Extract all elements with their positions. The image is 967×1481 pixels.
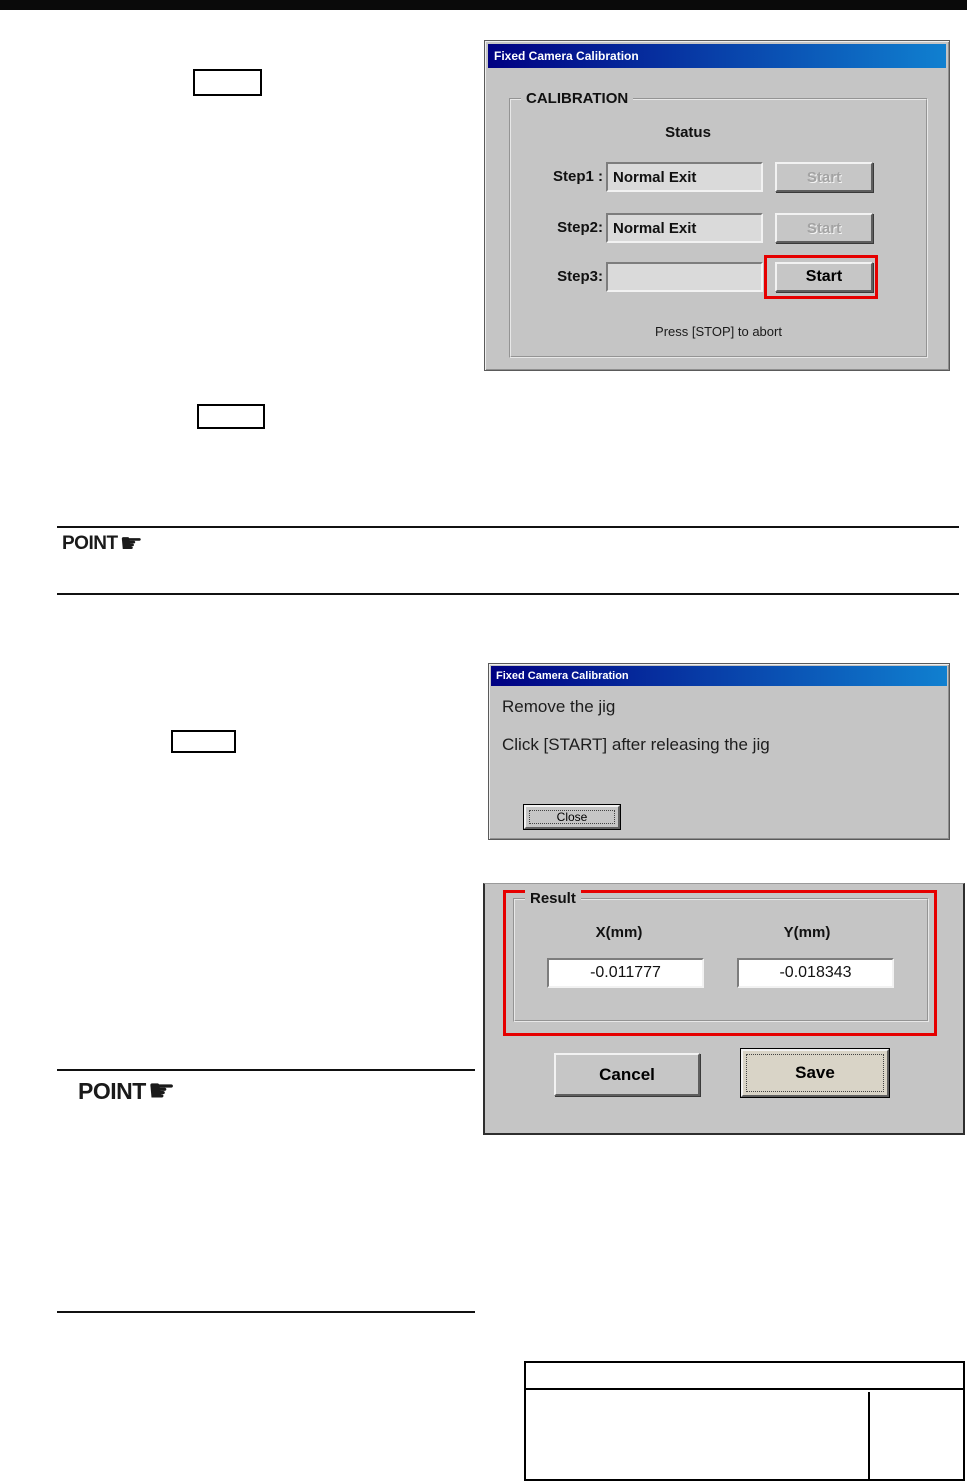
step3-start-button[interactable]	[775, 262, 873, 292]
result-group-label: Result	[525, 890, 581, 907]
status-heading: Status	[665, 124, 711, 141]
step3-status-field[interactable]	[606, 262, 763, 292]
x-value-field[interactable]	[547, 958, 704, 988]
point2-label: POINT	[78, 1078, 146, 1104]
step2-status-field[interactable]	[606, 213, 763, 243]
step2-start-label: Start	[806, 219, 842, 237]
step1-start-label: Start	[806, 168, 842, 186]
calibration-footer-note: Press [STOP] to abort	[655, 324, 782, 339]
save-button-label: Save	[795, 1063, 835, 1082]
jig-dialog-titlebar	[491, 666, 947, 686]
bottom-table	[524, 1361, 965, 1481]
page-top-rule	[0, 0, 967, 10]
step3-label: Step3:	[557, 268, 603, 285]
step1-start-button[interactable]	[775, 162, 873, 192]
step3-start-label: Start	[805, 268, 843, 285]
step2-status-value: Normal Exit	[613, 219, 697, 237]
point-note-2	[78, 1073, 176, 1109]
step2-start-button[interactable]	[775, 213, 873, 243]
bottom-table-column-divider	[868, 1392, 870, 1479]
cancel-button[interactable]	[554, 1053, 700, 1096]
save-button[interactable]	[741, 1049, 889, 1097]
empty-reference-box-1	[193, 69, 262, 96]
empty-reference-box-2	[197, 404, 265, 429]
point1-bottom-rule	[57, 593, 959, 595]
bottom-table-header-row	[526, 1363, 963, 1390]
step2-label: Step2:	[557, 219, 603, 236]
jig-message-line2: Click [START] after releasing the jig	[502, 735, 770, 754]
calibration-groupbox	[509, 90, 928, 358]
close-button[interactable]	[524, 805, 620, 829]
empty-reference-box-3	[171, 730, 236, 753]
cancel-button-label: Cancel	[599, 1064, 655, 1084]
x-column-label: X(mm)	[595, 924, 643, 941]
jig-message-line1: Remove the jig	[502, 697, 616, 716]
jig-dialog-title: Fixed Camera Calibration	[496, 670, 629, 682]
y-column-label: Y(mm)	[783, 924, 831, 941]
y-value-field[interactable]	[737, 958, 894, 988]
step1-label: Step1 :	[552, 168, 603, 185]
calibration-dialog-title: Fixed Camera Calibration	[494, 49, 639, 63]
pointing-hand-icon: ☛	[119, 529, 143, 559]
close-button-label: Close	[556, 810, 588, 824]
calibration-dialog-window	[484, 40, 950, 371]
point1-label: POINT	[62, 533, 118, 554]
step1-status-field[interactable]	[606, 162, 763, 192]
point1-top-rule	[57, 526, 959, 528]
step1-status-value: Normal Exit	[613, 168, 697, 186]
calibration-group-label: CALIBRATION	[521, 90, 633, 107]
pointing-hand-icon: ☛	[147, 1073, 176, 1109]
section-bottom-rule	[57, 1311, 475, 1313]
result-panel	[483, 883, 965, 1135]
calibration-dialog-titlebar	[488, 44, 946, 68]
point2-top-rule	[57, 1069, 475, 1071]
x-value: -0.011777	[590, 964, 661, 981]
y-value: -0.018343	[779, 964, 852, 981]
point-note-1	[62, 531, 143, 557]
jig-dialog-window	[488, 663, 950, 840]
